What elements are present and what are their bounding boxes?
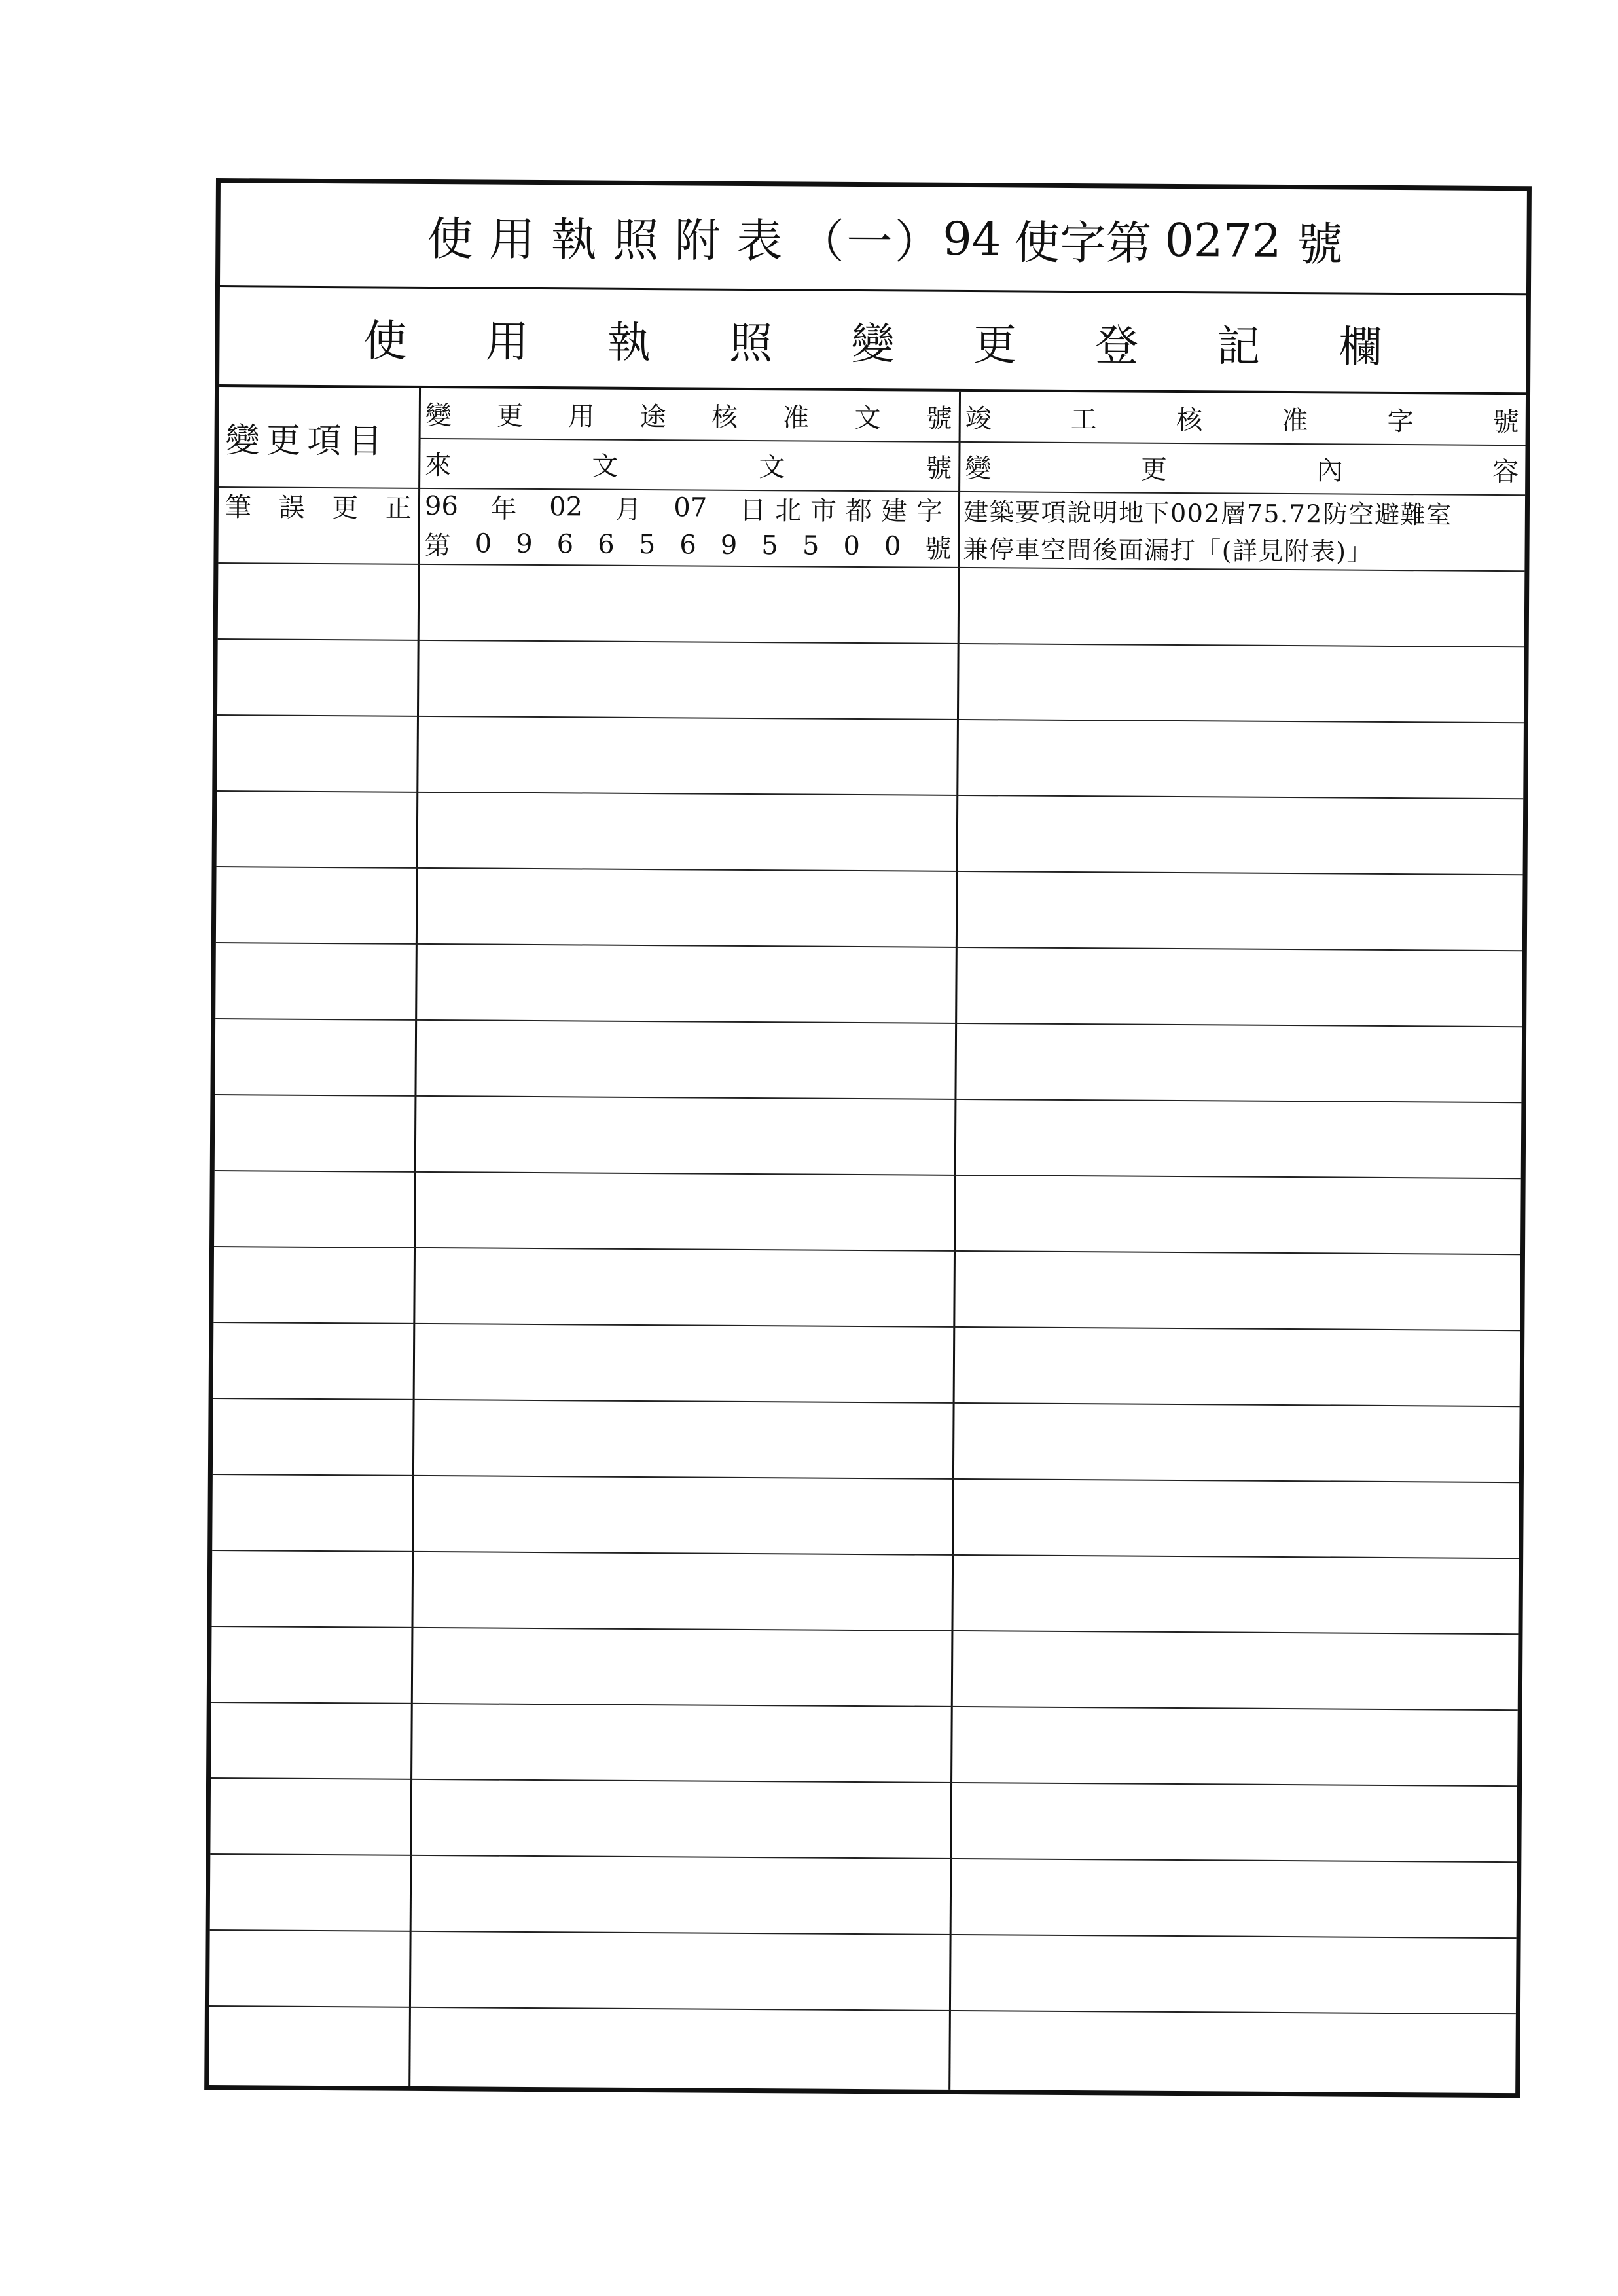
header-char: 變 bbox=[425, 400, 452, 431]
entry-doc-line2 bbox=[418, 524, 958, 566]
entry-char: 07 bbox=[674, 492, 708, 523]
subtitle-char: 使 bbox=[363, 315, 407, 367]
title-char: （一） bbox=[798, 214, 943, 269]
header-char: 文 bbox=[592, 451, 619, 482]
entry-char: 0 bbox=[475, 528, 492, 559]
entry-char: 日北市都建字 bbox=[739, 495, 952, 527]
table-grid bbox=[209, 387, 1526, 2093]
row-line bbox=[209, 2005, 1516, 2014]
header-char: 更 bbox=[1140, 454, 1168, 485]
row-line bbox=[211, 1702, 1518, 1711]
title-char: 94 bbox=[943, 211, 1001, 266]
entry-char: 6 bbox=[598, 529, 615, 560]
header-char: 文 bbox=[854, 403, 881, 433]
header-char: 容 bbox=[1492, 456, 1519, 487]
entry-char: 6 bbox=[679, 530, 696, 560]
entry-char: 6 bbox=[556, 529, 574, 560]
header-char: 用 bbox=[568, 401, 595, 432]
entry-char: 0 bbox=[843, 530, 861, 562]
entry-char: 0 bbox=[884, 531, 901, 562]
entry-char: 9 bbox=[516, 528, 533, 559]
header-change-content bbox=[958, 441, 1525, 494]
entry-char: 96 bbox=[424, 490, 458, 522]
header-char: 文 bbox=[759, 452, 785, 483]
row-line bbox=[211, 1777, 1517, 1787]
row-line bbox=[217, 714, 1524, 723]
header-char: 准 bbox=[1282, 405, 1308, 436]
row-line bbox=[217, 866, 1523, 875]
entry-doc-line1 bbox=[418, 488, 958, 528]
header-incoming-doc-no bbox=[418, 438, 958, 491]
row-line bbox=[217, 790, 1523, 799]
title-char: 附 bbox=[674, 213, 737, 268]
header-char: 變 bbox=[965, 453, 992, 484]
header-char: 號 bbox=[926, 453, 952, 484]
header-char: 更 bbox=[496, 401, 524, 431]
subtitle-char: 執 bbox=[607, 317, 651, 368]
row-line bbox=[215, 1094, 1521, 1103]
row-line bbox=[211, 1626, 1518, 1635]
header-char: 來 bbox=[425, 450, 452, 481]
entry-char: 更 bbox=[332, 492, 359, 523]
header-char: 途 bbox=[639, 401, 666, 432]
row-line bbox=[210, 1929, 1517, 1939]
title-char: 執 bbox=[550, 213, 613, 267]
row-line bbox=[214, 1246, 1520, 1255]
entry-char: 年 bbox=[490, 494, 517, 524]
title-char: 用 bbox=[489, 212, 552, 267]
subtitle-char: 照 bbox=[728, 318, 773, 369]
entry-char: 號 bbox=[925, 534, 952, 564]
row-line bbox=[215, 1018, 1522, 1027]
row-line bbox=[218, 638, 1524, 647]
header-char: 字 bbox=[1387, 406, 1414, 437]
subtitle-char: 用 bbox=[485, 316, 529, 367]
column-divider bbox=[408, 388, 421, 2086]
subtitle-char: 變 bbox=[851, 318, 895, 369]
row-line bbox=[213, 1474, 1519, 1483]
row-line bbox=[213, 1398, 1520, 1407]
header-char: 內 bbox=[1316, 455, 1343, 486]
title-char: 表 bbox=[736, 213, 799, 268]
entry-content-line1: 建築要項說明地下002層75.72防空避難室 bbox=[963, 497, 1452, 530]
entry-char: 5 bbox=[761, 530, 778, 561]
form-title bbox=[220, 183, 1527, 295]
title-char: 0272 bbox=[1164, 213, 1282, 268]
entry-char: 筆 bbox=[225, 492, 252, 522]
header-approval-doc-no bbox=[419, 388, 959, 441]
header-completion-approval-no bbox=[959, 392, 1526, 445]
title-char: 照 bbox=[613, 213, 675, 268]
subtitle-char: 記 bbox=[1216, 320, 1261, 372]
row-line bbox=[213, 1322, 1520, 1331]
header-char: 工 bbox=[1070, 404, 1098, 435]
entry-char: 第 bbox=[424, 530, 451, 561]
row-line bbox=[216, 942, 1522, 951]
entry-change-item bbox=[219, 486, 418, 524]
entry-content-line2: 兼停車空間後面漏打「(詳見附表)」 bbox=[963, 534, 1373, 566]
header-change-item: 變更項目 bbox=[225, 420, 389, 462]
row-line bbox=[210, 1853, 1517, 1863]
header-char: 核 bbox=[1176, 405, 1203, 435]
title-char: 號 bbox=[1297, 217, 1359, 272]
entry-char: 9 bbox=[720, 530, 738, 560]
form-subtitle bbox=[219, 287, 1526, 395]
title-char: 使 bbox=[427, 211, 490, 266]
row-line bbox=[212, 1550, 1519, 1559]
column-divider bbox=[948, 392, 961, 2090]
entry-char: 5 bbox=[638, 529, 656, 560]
header-char: 號 bbox=[1492, 407, 1519, 437]
entry-char: 5 bbox=[802, 530, 819, 561]
entry-char: 02 bbox=[549, 492, 583, 522]
header-char: 竣 bbox=[965, 403, 992, 434]
subtitle-char: 欄 bbox=[1339, 321, 1382, 373]
title-char: 使字第 bbox=[1014, 215, 1152, 270]
form-table bbox=[204, 178, 1532, 2098]
header-char: 號 bbox=[926, 403, 952, 434]
subtitle-char: 登 bbox=[1094, 319, 1139, 371]
header-char: 核 bbox=[711, 402, 738, 433]
entry-char: 誤 bbox=[278, 492, 305, 523]
header-char: 准 bbox=[783, 402, 810, 433]
row-line bbox=[215, 1170, 1521, 1179]
entry-char: 正 bbox=[385, 493, 412, 524]
subtitle-char: 更 bbox=[973, 319, 1016, 370]
entry-char: 月 bbox=[615, 494, 641, 525]
